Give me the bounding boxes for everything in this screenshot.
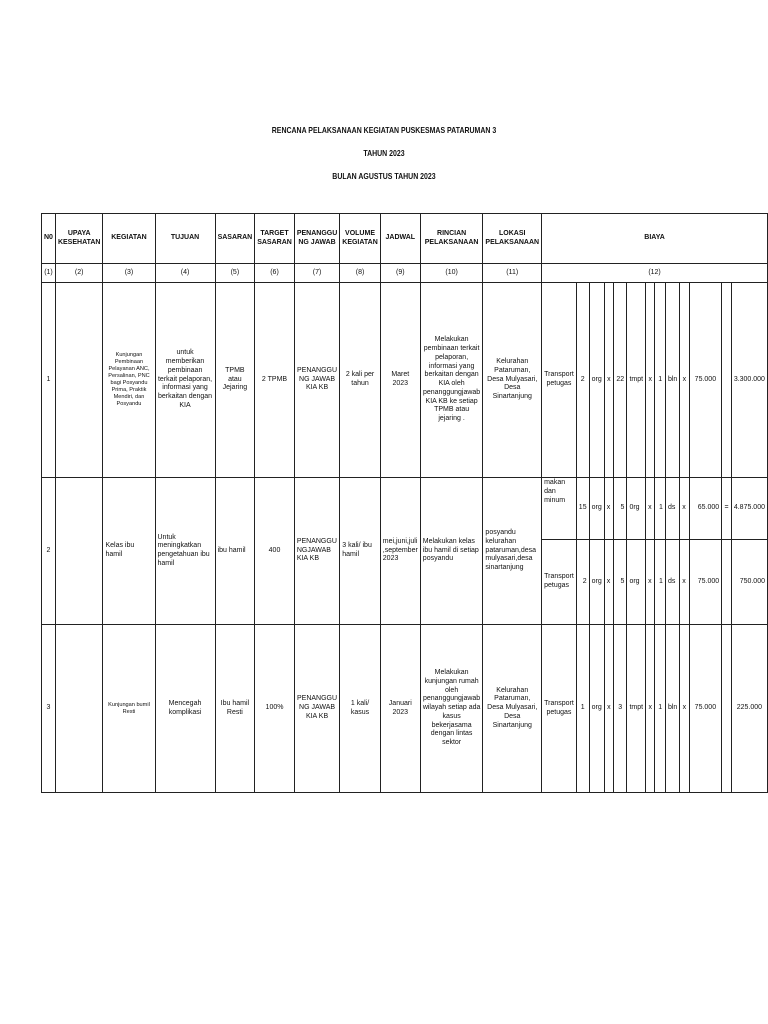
biaya-times: x bbox=[680, 540, 689, 625]
biaya-times: x bbox=[604, 540, 613, 625]
row-kegiatan: Kunjungan bumil Resti bbox=[103, 625, 155, 793]
biaya-qty-a: 2 bbox=[576, 540, 589, 625]
biaya-qty-a: 2 bbox=[576, 283, 589, 478]
biaya-qty-c: 1 bbox=[655, 478, 666, 540]
biaya-qty-b: 3 bbox=[614, 625, 627, 793]
biaya-unit-a: org bbox=[589, 540, 604, 625]
col-number: (12) bbox=[542, 264, 768, 283]
biaya-qty-b: 22 bbox=[614, 283, 627, 478]
table-row bbox=[42, 478, 768, 540]
biaya-times: x bbox=[646, 478, 655, 540]
col-number: (1) bbox=[42, 264, 56, 283]
header-penanggung: PENANGGU NG JAWAB bbox=[294, 214, 339, 264]
biaya-qty-c: 1 bbox=[655, 540, 666, 625]
col-number: (4) bbox=[155, 264, 215, 283]
header-upaya: UPAYA KESEHATAN bbox=[55, 214, 103, 264]
header-kegiatan: KEGIATAN bbox=[103, 214, 155, 264]
biaya-equals bbox=[722, 540, 732, 625]
col-number: (8) bbox=[340, 264, 381, 283]
biaya-qty-a: 15 bbox=[576, 478, 589, 540]
row-jadwal: Maret 2023 bbox=[380, 283, 420, 478]
biaya-unit-c: ds bbox=[665, 478, 679, 540]
biaya-equals bbox=[722, 625, 732, 793]
row-sasaran: TPMB atau Jejaring bbox=[215, 283, 255, 478]
row-rincian: Melakukan kelas ibu hamil di setiap posyandu bbox=[420, 478, 483, 625]
biaya-unit-a: org bbox=[589, 625, 604, 793]
activity-plan-table bbox=[41, 213, 768, 793]
biaya-qty-a: 1 bbox=[576, 625, 589, 793]
row-volume: 3 kali/ ibu hamil bbox=[340, 478, 381, 625]
biaya-unit-a: org bbox=[589, 283, 604, 478]
header-lokasi: LOKASI PELAKSANAAN bbox=[483, 214, 542, 264]
col-number: (2) bbox=[55, 264, 103, 283]
row-tujuan: Untuk meningkatkan pengetahuan ibu hamil bbox=[155, 478, 215, 625]
biaya-unit-b: org bbox=[627, 540, 646, 625]
biaya-price: 75.000 bbox=[689, 283, 722, 478]
document-title: RENCANA PELAKSANAAN KEGIATAN PUSKESMAS PATARUMAN 3 bbox=[271, 125, 497, 135]
col-number: (11) bbox=[483, 264, 542, 283]
col-number: (6) bbox=[255, 264, 295, 283]
row-lokasi: Kelurahan Pataruman, Desa Mulyasari, Desa Sinartanjung bbox=[483, 625, 542, 793]
biaya-unit-c: ds bbox=[665, 540, 679, 625]
col-number: (3) bbox=[103, 264, 155, 283]
table-row bbox=[42, 625, 768, 793]
header-tujuan: TUJUAN bbox=[155, 214, 215, 264]
biaya-unit-a: org bbox=[589, 478, 604, 540]
row-upaya bbox=[55, 283, 103, 478]
row-volume: 2 kali per tahun bbox=[340, 283, 381, 478]
biaya-unit-b: tmpt bbox=[627, 625, 646, 793]
biaya-price: 75.000 bbox=[689, 625, 722, 793]
row-sasaran: ibu hamil bbox=[215, 478, 255, 625]
header-row bbox=[42, 214, 768, 264]
biaya-equals bbox=[722, 283, 732, 478]
biaya-times: x bbox=[680, 478, 689, 540]
row-penanggung: PENANGGU NGJAWAB KIA KB bbox=[294, 478, 339, 625]
biaya-times: x bbox=[646, 283, 655, 478]
row-penanggung: PENANGGU NG JAWAB KIA KB bbox=[294, 625, 339, 793]
row-no: 3 bbox=[42, 625, 56, 793]
row-kegiatan: Kelas ibu hamil bbox=[103, 478, 155, 625]
row-lokasi: posyandu kelurahan pataruman,desa mulyasari,desa sinartanjung bbox=[483, 478, 542, 625]
biaya-unit-b: 0rg bbox=[627, 478, 646, 540]
row-tujuan: Mencegah komplikasi bbox=[155, 625, 215, 793]
header-no: N0 bbox=[42, 214, 56, 264]
biaya-unit-c: bln bbox=[665, 625, 679, 793]
row-penanggung: PENANGGU NG JAWAB KIA KB bbox=[294, 283, 339, 478]
biaya-price: 65.000 bbox=[689, 478, 722, 540]
biaya-times: x bbox=[680, 625, 689, 793]
document-month: BULAN AGUSTUS TAHUN 2023 bbox=[332, 171, 436, 181]
biaya-equals: = bbox=[722, 478, 732, 540]
header-volume: VOLUME KEGIATAN bbox=[340, 214, 381, 264]
row-upaya bbox=[55, 625, 103, 793]
biaya-item: Transport petugas bbox=[542, 625, 577, 793]
biaya-qty-b: 5 bbox=[614, 540, 627, 625]
biaya-total: 225.000 bbox=[731, 625, 767, 793]
header-rincian: RINCIAN PELAKSANAAN bbox=[420, 214, 483, 264]
biaya-times: x bbox=[604, 478, 613, 540]
biaya-total: 4.875.000 bbox=[731, 478, 767, 540]
biaya-qty-c: 1 bbox=[655, 625, 666, 793]
row-no: 2 bbox=[42, 478, 56, 625]
row-lokasi: Kelurahan Pataruman, Desa Mulyasari, Desa Sinartanjung bbox=[483, 283, 542, 478]
biaya-item: makan dan minum bbox=[542, 478, 577, 540]
col-number: (10) bbox=[420, 264, 483, 283]
biaya-times: x bbox=[646, 625, 655, 793]
header-biaya: BIAYA bbox=[542, 214, 768, 264]
row-tujuan: untuk memberikan pembinaan terkait pelaporan, informasi yang berkaitan dengan KIA bbox=[155, 283, 215, 478]
biaya-unit-b: tmpt bbox=[627, 283, 646, 478]
biaya-item: Transport petugas bbox=[542, 540, 577, 625]
row-upaya bbox=[55, 478, 103, 625]
document-year: TAHUN 2023 bbox=[363, 148, 405, 158]
biaya-item: Transport petugas bbox=[542, 283, 577, 478]
header-sasaran: SASARAN bbox=[215, 214, 255, 264]
row-sasaran: Ibu hamil Resti bbox=[215, 625, 255, 793]
biaya-times: x bbox=[680, 283, 689, 478]
biaya-qty-b: 5 bbox=[614, 478, 627, 540]
biaya-unit-c: bln bbox=[665, 283, 679, 478]
header-target: TARGET SASARAN bbox=[255, 214, 295, 264]
biaya-qty-c: 1 bbox=[655, 283, 666, 478]
biaya-price: 75.000 bbox=[689, 540, 722, 625]
row-kegiatan: Kunjungan Pembinaan Pelayanan ANC, Persalinan, PNC bagi Posyandu Prima, Praktik Mendiri, dan Posyandu bbox=[103, 283, 155, 478]
biaya-times: x bbox=[604, 625, 613, 793]
row-jadwal: mei,juni,juli ,september 2023 bbox=[380, 478, 420, 625]
biaya-total: 3.300.000 bbox=[731, 283, 767, 478]
biaya-times: x bbox=[604, 283, 613, 478]
biaya-total: 750.000 bbox=[731, 540, 767, 625]
col-number: (5) bbox=[215, 264, 255, 283]
header-jadwal: JADWAL bbox=[380, 214, 420, 264]
row-jadwal: Januari 2023 bbox=[380, 625, 420, 793]
col-number: (9) bbox=[380, 264, 420, 283]
column-number-row bbox=[42, 264, 768, 283]
row-volume: 1 kali/ kasus bbox=[340, 625, 381, 793]
col-number: (7) bbox=[294, 264, 339, 283]
row-no: 1 bbox=[42, 283, 56, 478]
row-target: 100% bbox=[255, 625, 295, 793]
row-target: 400 bbox=[255, 478, 295, 625]
biaya-times: x bbox=[646, 540, 655, 625]
row-target: 2 TPMB bbox=[255, 283, 295, 478]
table-row bbox=[42, 283, 768, 478]
row-rincian: Melakukan pembinaan terkait pelaporan, informasi yang berkaitan dengan KIA oleh penanggungjawab KIA KB ke setiap TPMB atau jejaring . bbox=[420, 283, 483, 478]
row-rincian: Melakukan kunjungan rumah oleh penanggungjawab wilayah setiap ada kasus bekerjasama dengan lintas sektor bbox=[420, 625, 483, 793]
